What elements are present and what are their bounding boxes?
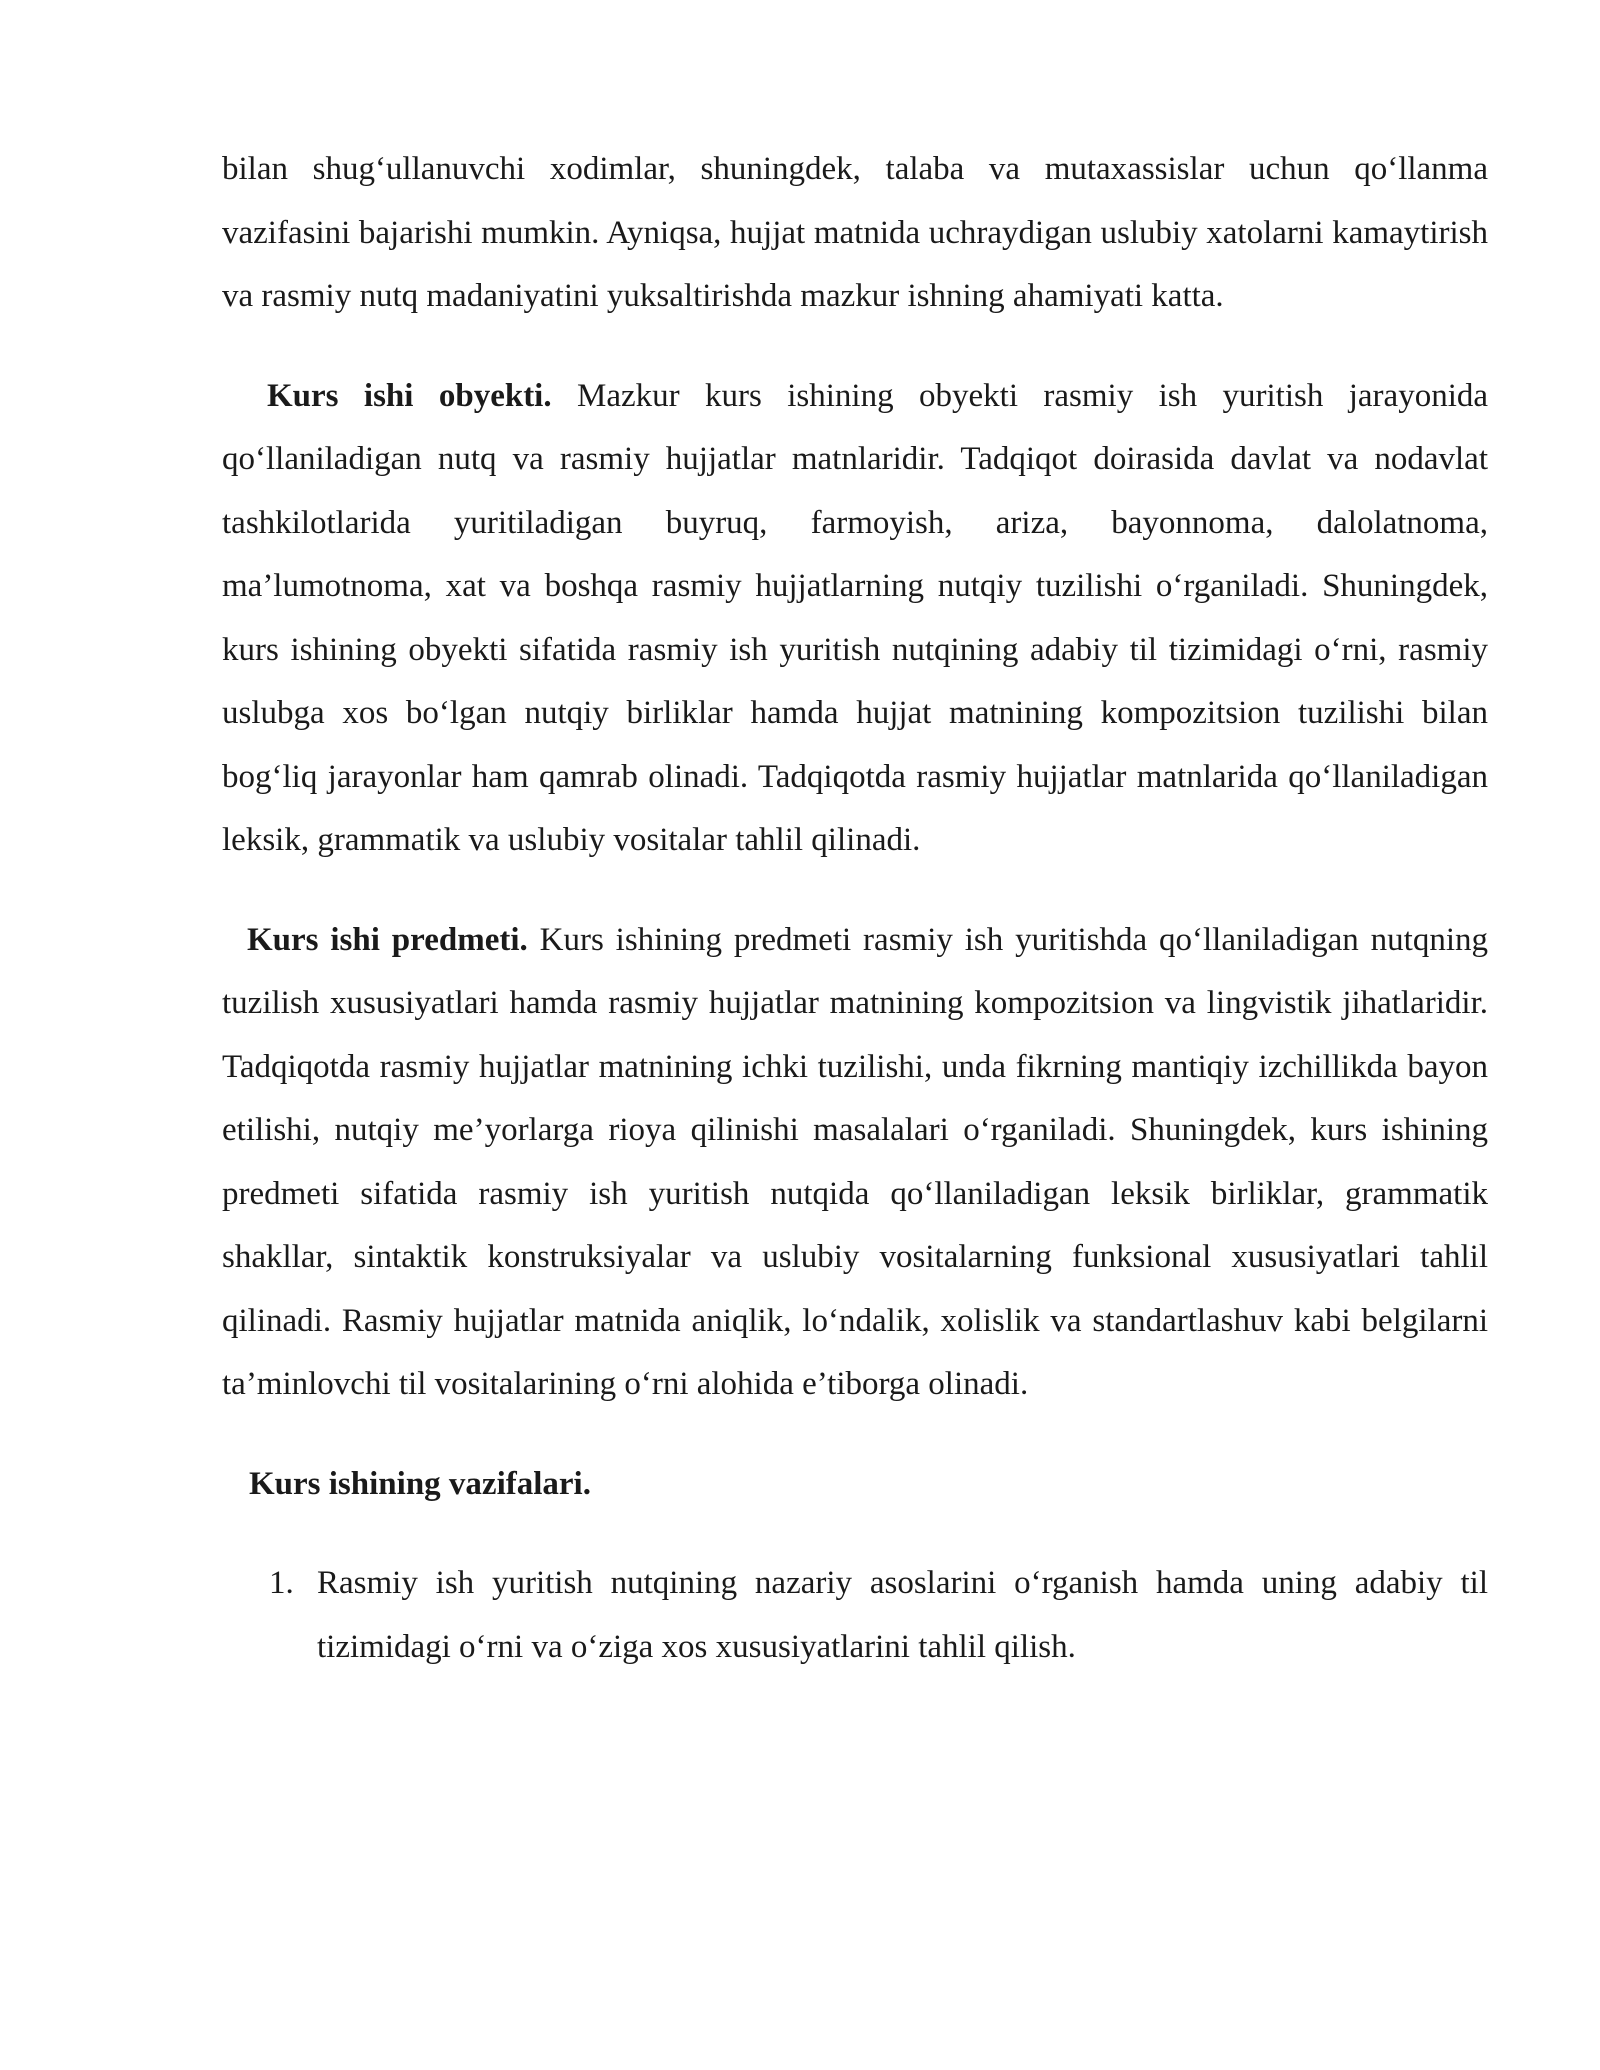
tasks-heading: Kurs ishining vazifalari. <box>249 1465 591 1502</box>
list-item-text: Rasmiy ish yuritish nutqining nazariy asoslarini o‘rganish hamda uning adabiy til tizimidagi o‘rni va o‘ziga xos xususiyatlarini tahlil qilish. <box>317 1565 1488 1665</box>
tasks-list <box>222 1552 1488 1679</box>
page-body <box>222 138 1488 1679</box>
subject-text: Kurs ishining predmeti rasmiy ish yuritishda qo‘llaniladigan nutqning tuzilish xususiyatlari hamda rasmiy hujjatlar matnining kompozitsion va lingvistik jihatlaridir. Tadqiqotda rasmiy hujjatlar matnining ichki tuzilishi, unda fikrning mantiqiy izchillikda bayon etilishi, nutqiy me’yorlarga rioya qilinishi masalalari o‘rganiladi. Shuningdek, kurs ishining predmeti sifatida rasmiy ish yuritish nutqida qo‘llaniladigan leksik birliklar, grammatik shakllar, sintaktik konstruksiyalar va uslubiy vositalarning funksional xususiyatlari tahlil qilinadi. Rasmiy hujjatlar matnida aniqlik, lo‘ndalik, xolislik va standartlashuv kabi belgilarni ta’minlovchi til vositalarining o‘rni alohida e’tiborga olinadi. <box>222 921 1488 1402</box>
list-item <box>222 1552 1488 1679</box>
subject-paragraph <box>222 909 1488 1417</box>
object-text: Mazkur kurs ishining obyekti rasmiy ish yuritish jarayonida qo‘llaniladigan nutq va rasmiy hujjatlar matnlaridir. Tadqiqot doirasida davlat va nodavlat tashkilotlarida yuritiladigan buyruq, farmoyish, ariza, bayonnoma, dalolatnoma, ma’lumotnoma, xat va boshqa rasmiy hujjatlarning nutqiy tuzilishi o‘rganiladi. Shuningdek, kurs ishining obyekti sifatida rasmiy ish yuritish nutqining adabiy til tizimidagi o‘rni, rasmiy uslubga xos bo‘lgan nutqiy birliklar hamda hujjat matnining kompozitsion tuzilishi bilan bog‘liq jarayonlar ham qamrab olinadi. Tadqiqotda rasmiy hujjatlar matnlarida qo‘llaniladigan leksik, grammatik va uslubiy vositalar tahlil qilinadi. <box>222 377 1489 858</box>
intro-paragraph: bilan shug‘ullanuvchi xodimlar, shuningdek, talaba va mutaxassislar uchun qo‘llanma vazifasini bajarishi mumkin. Ayniqsa, hujjat matnida uchraydigan uslubiy xatolarni kamaytirish va rasmiy nutq madaniyatini yuksaltirishda mazkur ishning ahamiyati katta. <box>222 151 1488 314</box>
subject-heading: Kurs ishi predmeti. <box>247 921 528 958</box>
object-heading: Kurs ishi obyekti. <box>267 377 552 414</box>
object-paragraph <box>222 365 1488 873</box>
list-item-number: 1. <box>269 1565 294 1601</box>
